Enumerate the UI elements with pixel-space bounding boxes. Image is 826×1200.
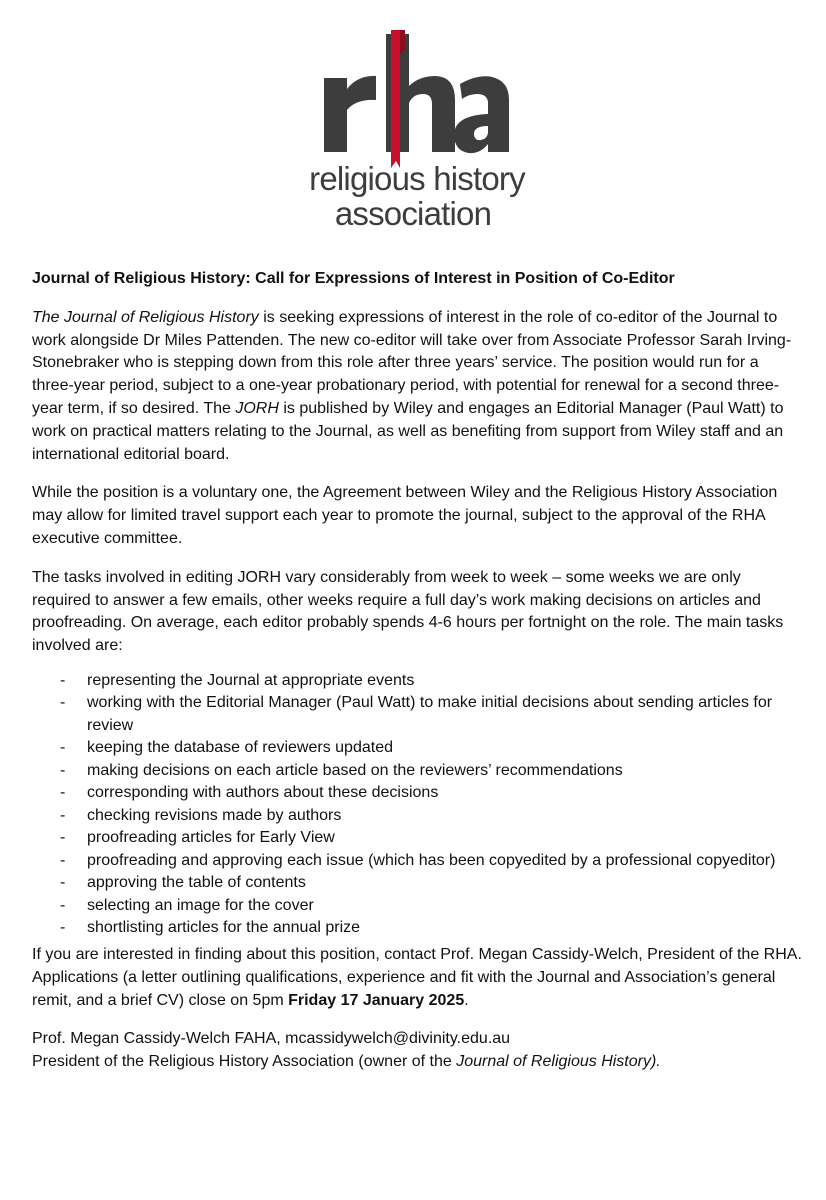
list-item: - approving the table of contents — [32, 872, 802, 895]
list-item: - checking revisions made by authors — [32, 805, 802, 828]
tasks-list — [32, 670, 802, 940]
rha-logo-mark — [310, 20, 510, 170]
document-body — [32, 268, 802, 1074]
contact-paragraph — [32, 944, 802, 1012]
page-title: Journal of Religious History: Call for Expressions of Interest in Position of Co-Editor — [32, 270, 675, 287]
list-item: - selecting an image for the cover — [32, 895, 802, 918]
signature-line2-text: President of the Religious History Association (owner of the — [32, 1053, 457, 1071]
list-item: - proofreading articles for Early View — [32, 827, 802, 850]
rha-logo — [0, 0, 826, 240]
voluntary-paragraph: While the position is a voluntary one, the Agreement between Wiley and the Religious History Association may allow for limited travel support each year to promote the journal, subject to the approval of the RHA executive committee. — [32, 484, 778, 547]
deadline-date: Friday 17 January 2025 — [288, 991, 465, 1009]
list-item: - keeping the database of reviewers updated — [32, 737, 802, 760]
contact-end: . — [464, 991, 469, 1009]
logo-text-line2: association — [334, 195, 492, 232]
list-item: - corresponding with authors about these decisions — [32, 782, 802, 805]
intro-paragraph — [32, 307, 802, 467]
list-item: - shortlisting articles for the annual prize — [32, 917, 802, 940]
list-item: - making decisions on each article based on the reviewers’ recommendations — [32, 760, 802, 783]
contact-text: If you are interested in finding about this position, contact Prof. Megan Cassidy-Welch, President of the RHA. Applications (a letter outlining qualifications, experience and fit with the Journal and Association’s general remit, and a brief CV) close on 5pm — [32, 945, 802, 1009]
signature-journal-italic: Journal of Religious History). — [456, 1053, 661, 1071]
list-item: - proofreading and approving each issue (which has been copyedited by a professional copyeditor) — [32, 850, 802, 873]
logo-text-line1: religious history — [309, 160, 525, 197]
tasks-intro-paragraph: The tasks involved in editing JORH vary considerably from week to week – some weeks we are only required to answer a few emails, other weeks require a full day’s work making decisions on articles and proofreading. On average, each editor probably spends 4-6 hours per fortnight on the role. The main tasks involved are: — [32, 568, 784, 655]
list-item: - working with the Editorial Manager (Paul Watt) to make initial decisions about sending articles for review — [32, 692, 802, 737]
intro-text-b: is published by Wiley and engages an Editorial Manager (Paul Watt) to work on practical matters relating to the Journal, as well as benefiting from support from Wiley staff and an international editorial board. — [32, 399, 784, 463]
journal-title-italic: The Journal of Religious History — [32, 308, 259, 326]
intro-text-a: is seeking expressions of interest in the role of co-editor of the Journal to work alongside Dr Miles Pattenden. The new co-editor will take over from Associate Professor Sarah Irving-Stonebraker who is stepping down from this role after three years’ service. The position would run for a three-year period, subject to a one-year probationary period, with potential for renewal for a second three-year term, if so desired. The — [32, 308, 792, 417]
list-item: - representing the Journal at appropriate events — [32, 670, 802, 693]
jorh-italic: JORH — [235, 399, 279, 417]
signature-line2 — [32, 1051, 802, 1074]
signature-line1: Prof. Megan Cassidy-Welch FAHA, mcassidywelch@divinity.edu.au — [32, 1030, 511, 1048]
